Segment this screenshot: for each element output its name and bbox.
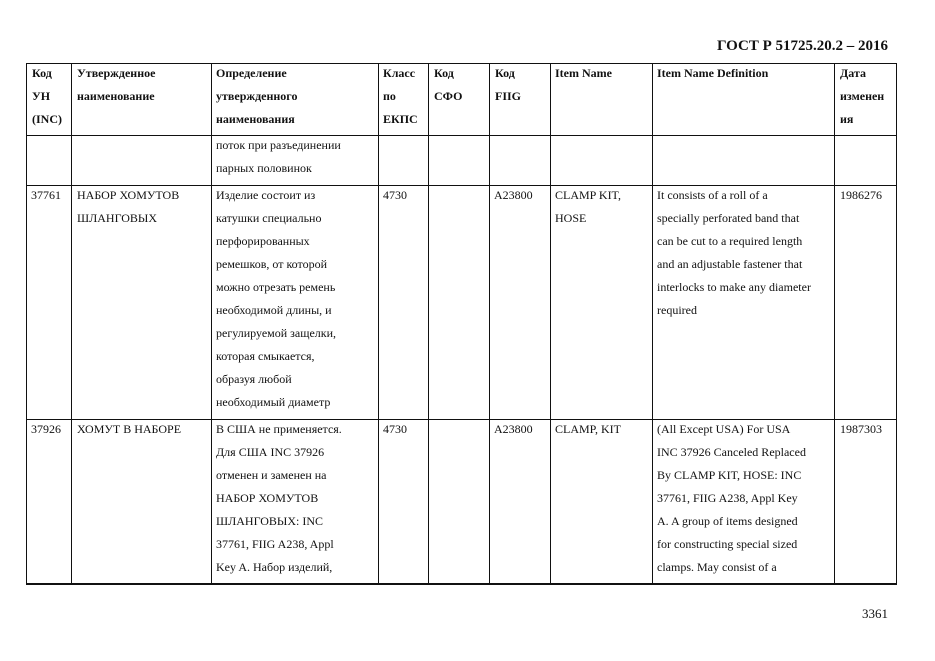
header-approved-name: Утвержденное наименование — [77, 66, 156, 103]
document-title: ГОСТ Р 51725.20.2 – 2016 — [716, 38, 888, 54]
header-item-name-definition: Item Name Definition — [657, 66, 769, 80]
header-item-name: Item Name — [555, 66, 612, 80]
table-row-2-item-name: CLAMP, KIT — [555, 422, 622, 436]
header-fiig: Код FIIG — [495, 66, 522, 103]
table-row-2-item-definition: (All Except USA) For USA INC 37926 Canceled Replaced By CLAMP KIT, HOSE: INC 37761, FIIG A238, Appl Key A. A group of items designed for constructing special sized clamps. May consist of a — [657, 422, 806, 574]
table-row-1-definition: Изделие состоит из катушки специально перфорированных ремешков, от которой можно отрезать ремень необходимой длины, и регулируемой защелки, которая смыкается, образуя любой необходимый диаметр — [216, 188, 337, 409]
table-row-1-approved-name: НАБОР ХОМУТОВ ШЛАНГОВЫХ — [77, 188, 180, 225]
header-definition: Определение утвержденного наименования — [216, 66, 298, 126]
table-row-1-item-name: CLAMP KIT, HOSE — [555, 188, 621, 225]
header-change-date: Дата изменен ия — [840, 66, 885, 126]
page-number: 3361 — [862, 606, 888, 621]
table-row-2-change-date: 1987303 — [840, 422, 882, 436]
header-sfo-code: Код СФО — [434, 66, 463, 103]
header-class: Класс по ЕКПС — [383, 66, 418, 126]
table-row-2-fiig: A23800 — [494, 422, 533, 436]
header-inc: Код УН (INC) — [32, 66, 62, 126]
table-row-2-approved-name: ХОМУТ В НАБОРЕ — [77, 422, 182, 436]
table-row-1-change-date: 1986276 — [840, 188, 882, 202]
table-row-1-class: 4730 — [383, 188, 407, 202]
table-row-1-fiig: A23800 — [494, 188, 533, 202]
table-row-1-item-definition: It consists of a roll of a specially perforated band that can be cut to a required length and an adjustable fastener that interlocks to make any diameter required — [657, 188, 811, 317]
table-row-1-inc: 37761 — [31, 188, 61, 202]
table-row-2-definition: В США не применяется. Для США INC 37926 отменен и заменен на НАБОР ХОМУТОВ ШЛАНГОВЫХ: INC 37761, FIIG A238, Appl Key A. Набор изделий, — [216, 422, 342, 574]
table-row-2-inc: 37926 — [31, 422, 61, 436]
table-row-2-class: 4730 — [383, 422, 407, 436]
table-row-0-definition: поток при разъединении парных половинок — [216, 138, 341, 175]
